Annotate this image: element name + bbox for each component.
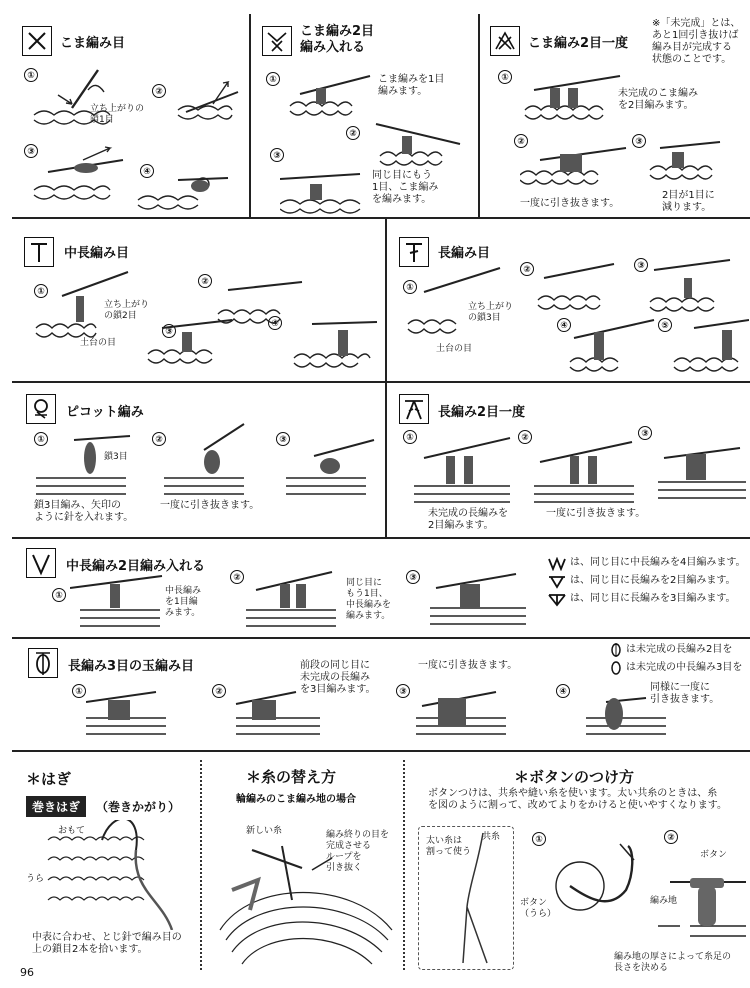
section-title: ＊ボタンのつけ方: [514, 768, 635, 786]
step-number: ①: [498, 70, 512, 84]
illustration-label: 編み地: [650, 896, 678, 906]
step-number: ③: [638, 426, 652, 440]
step-note: 中表に合わせ、とじ針で編み目の 上の鎖目2本を拾います。: [32, 932, 182, 955]
col-divider: [200, 760, 202, 970]
dc2tog-icon: [399, 394, 429, 424]
step-number: ③: [632, 134, 646, 148]
v-dc-icon: [548, 575, 566, 589]
step-number: ③: [162, 324, 176, 338]
step-note: こま編みを1目 編みます。: [378, 74, 445, 97]
step-number: ③: [634, 258, 648, 272]
section-title: 長編み目: [438, 246, 491, 261]
step-number: ③: [270, 148, 284, 162]
sc-increase-icon: [262, 26, 292, 56]
illustration-label: 共糸: [482, 832, 501, 842]
step-number: ④: [140, 164, 154, 178]
crochet-illustration: [410, 432, 748, 504]
technique-label: 巻きはぎ: [26, 796, 86, 817]
row-divider: [12, 381, 750, 383]
step-number: ②: [520, 262, 534, 276]
crochet-illustration: [70, 570, 530, 632]
crochet-illustration: [28, 60, 248, 210]
step-number: ①: [266, 72, 280, 86]
illustration-label: 新しい糸: [246, 826, 283, 836]
step-note: 立ち上がりの 鎖1目: [90, 104, 145, 125]
row-divider: [12, 637, 750, 639]
crochet-illustration: [404, 258, 749, 376]
step-note: 立ち上がり の鎖3目: [468, 302, 514, 323]
section-title: ＊はぎ: [26, 770, 72, 788]
section-title: 中長編み目: [64, 246, 130, 261]
section-title: ＊糸の替え方: [246, 768, 337, 786]
step-number: ①: [403, 280, 417, 294]
step-number: ①: [34, 432, 48, 446]
illustration-label: 太い糸は 割って使う: [426, 836, 472, 857]
step-note: 未完成のこま編み を2目編みます。: [618, 88, 698, 111]
col-divider: [249, 14, 251, 217]
step-note: 中長編み を1目編 みます。: [165, 586, 202, 618]
col-divider: [403, 760, 405, 970]
step-number: ③: [276, 432, 290, 446]
crochet-illustration: [520, 70, 745, 195]
step-note: 一度に引き抜きます。: [546, 508, 646, 519]
hdc-icon: [24, 237, 54, 267]
button-illustration: [530, 840, 746, 950]
step-number: ②: [514, 134, 528, 148]
step-number: ②: [664, 830, 678, 844]
w-dc-icon: [548, 593, 566, 607]
step-number: ③: [406, 570, 420, 584]
step-note: 同じ目に もう1目、 中長編みを 編みます。: [346, 578, 392, 621]
step-number: ②: [198, 274, 212, 288]
step-number: ①: [52, 588, 66, 602]
section-subtitle: 輪編みのこま編み地の場合: [236, 794, 356, 805]
step-note: 前段の同じ目に 未完成の長編み を3目編みます。: [300, 660, 376, 695]
step-note: 一度に引き抜きます。: [160, 500, 260, 511]
crochet-illustration: [32, 266, 382, 378]
side-label: うら: [26, 874, 45, 884]
seam-illustration: [42, 820, 192, 930]
bobble-small-icon: [610, 642, 622, 658]
section-title: 長編み3目の玉編み目: [68, 659, 195, 674]
step-note: 2目が1目に 減ります。: [662, 190, 715, 213]
section-title: こま編み目: [60, 36, 126, 51]
illustration-label: 編み終りの目を 完成させる ループを 引き抜く: [326, 830, 390, 873]
step-number: ②: [212, 684, 226, 698]
step-number: ②: [346, 126, 360, 140]
w-hdc-icon: [548, 557, 566, 571]
step-note: 土台の目: [436, 344, 473, 354]
side-label: おもて: [58, 826, 86, 836]
step-number: ①: [24, 68, 38, 82]
bobble-icon: [28, 648, 58, 678]
col-divider: [385, 217, 387, 381]
illustration-label: 編み地の厚さによって糸足の 長さを決める: [614, 952, 732, 973]
yarn-change-illustration: [212, 840, 400, 968]
step-number: ⑤: [658, 318, 672, 332]
illustration-label: ボタン （うら）: [520, 898, 557, 919]
step-number: ①: [403, 430, 417, 444]
step-note: 鎖3目編み、矢印の ように針を入れます。: [34, 500, 134, 523]
crochet-illustration: [280, 64, 470, 214]
step-note: 立ち上がり の鎖2目: [104, 300, 150, 321]
x-icon: [22, 26, 52, 56]
row-divider: [12, 217, 750, 219]
section-title: ピコット編み: [66, 405, 144, 420]
step-number: ④: [557, 318, 571, 332]
step-note: 鎖3目: [104, 452, 128, 462]
step-number: ②: [230, 570, 244, 584]
section-title: 長編み2目一度: [438, 405, 526, 420]
step-note: 未完成の長編みを 2目編みます。: [428, 508, 508, 531]
row-divider: [12, 750, 750, 752]
step-number: ④: [268, 316, 282, 330]
hdc-increase-icon: [26, 548, 56, 578]
page-number: 96: [20, 966, 34, 979]
step-number: ②: [152, 84, 166, 98]
step-note: 土台の目: [80, 338, 117, 348]
step-note: 同じ目にもう 1目、こま編み を編みます。: [372, 170, 439, 205]
step-number: ①: [532, 832, 546, 846]
step-number: ②: [152, 432, 166, 446]
technique-sublabel: （巻きかがり）: [96, 800, 181, 814]
step-note: 一度に引き抜きます。: [418, 660, 518, 671]
step-number: ②: [518, 430, 532, 444]
crochet-illustration: [34, 420, 380, 498]
section-title: 中長編み2目編み入れる: [66, 559, 206, 574]
row-divider: [12, 537, 750, 539]
col-divider: [478, 14, 480, 217]
section-title: こま編み2目 編み入れる: [300, 24, 375, 55]
step-note: 一度に引き抜きます。: [520, 198, 620, 209]
crochet-illustration: [86, 688, 746, 746]
bobble-small2-icon: [610, 660, 622, 676]
step-number: ③: [396, 684, 410, 698]
step-number: ③: [24, 144, 38, 158]
step-number: ①: [34, 284, 48, 298]
sc-decrease-icon: [490, 26, 520, 56]
step-number: ④: [556, 684, 570, 698]
section-intro: ボタンつけは、共糸や縫い糸を使います。太い共糸のときは、糸 を図のように割って、改めてよりをかけると使いやすくなります。: [428, 788, 727, 811]
col-divider: [385, 381, 387, 537]
side-note: ※「未完成」とは、 あと1回引き抜けば 編み目が完成する 状態のことです。: [652, 18, 741, 65]
section-title: こま編み2目一度: [528, 36, 629, 51]
illustration-label: ボタン: [700, 850, 728, 860]
step-number: ①: [72, 684, 86, 698]
legend-note: 同様に一度に 引き抜きます。: [650, 682, 720, 705]
